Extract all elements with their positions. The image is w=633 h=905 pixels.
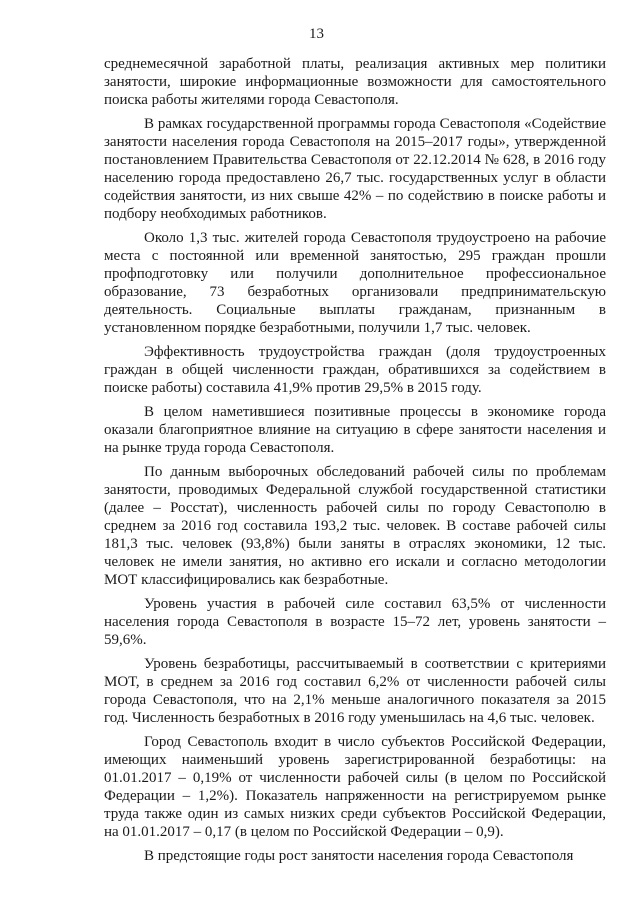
paragraph-5: В целом наметившиеся позитивные процессы в экономике города оказали благоприятное влияние на ситуацию в сфере занятости населения и на рынке труда города Севастополя. — [104, 404, 606, 456]
paragraph-1: среднемесячной заработной платы, реализация активных мер политики занятости, широкие информационные возможности для самостоятельного поиска работы жителями города Севастополя. — [104, 56, 606, 108]
paragraph-6: По данным выборочных обследований рабочей силы по проблемам занятости, проводимых Федеральной службой государственной статистики (далее – Росстат), численность рабочей силы по городу Севастополю в среднем за 2016 год составила 193,2 тыс. человек. В составе рабочей силы 181,3 тыс. человек (93,8%) были заняты в отраслях экономики, 12 тыс. человек не имели занятия, но активно его искали и согласно методологии МОТ классифицировались как безработные. — [104, 464, 606, 588]
paragraph-8: Уровень безработицы, рассчитываемый в соответствии с критериями МОТ, в среднем за 2016 год составил 6,2% от численности рабочей силы города Севастополя, что на 2,1% меньше аналогичного показателя за 2015 год. Численность безработных в 2016 году уменьшилась на 4,6 тыс. человек. — [104, 656, 606, 726]
paragraph-3: Около 1,3 тыс. жителей города Севастополя трудоустроено на рабочие места с постоянной или временной занятостью, 295 граждан прошли профподготовку или получили дополнительное профессиональное образование, 73 безработных организовали предпринимательскую деятельность. Социальные выплаты гражданам, признанным в установленном порядке безработными, получили 1,7 тыс. человек. — [104, 230, 606, 336]
paragraph-9: Город Севастополь входит в число субъектов Российской Федерации, имеющих наименьший уровень зарегистрированной безработицы: на 01.01.2017 – 0,19% от численности рабочей силы (в целом по Российской Федерации – 1,2%). Показатель напряженности на регистрируемом рынке труда также один из самых низких среди субъектов Российской Федерации, на 01.01.2017 – 0,17 (в целом по Российской Федерации – 0,9). — [104, 734, 606, 840]
page-number: 13 — [309, 26, 324, 42]
paragraph-7: Уровень участия в рабочей силе составил 63,5% от численности населения города Севастополя в возрасте 15–72 лет, уровень занятости – 59,6%. — [104, 596, 606, 648]
paragraph-2: В рамках государственной программы города Севастополя «Содействие занятости населения города Севастополя на 2015–2017 годы», утвержденной постановлением Правительства Севастополя от 22.12.2014 № 628, в 2016 году населению города предоставлено 26,7 тыс. государственных услуг в области содействия занятости, из них свыше 42% – по содействию в поиске работы и подбору необходимых работников. — [104, 116, 606, 222]
paragraph-4: Эффективность трудоустройства граждан (доля трудоустроенных граждан в общей численности граждан, обратившихся за содействием в поиске работы) составила 41,9% против 29,5% в 2015 году. — [104, 344, 606, 396]
paragraph-10: В предстоящие годы рост занятости населения города Севастополя — [144, 848, 574, 864]
document-body — [104, 55, 606, 865]
